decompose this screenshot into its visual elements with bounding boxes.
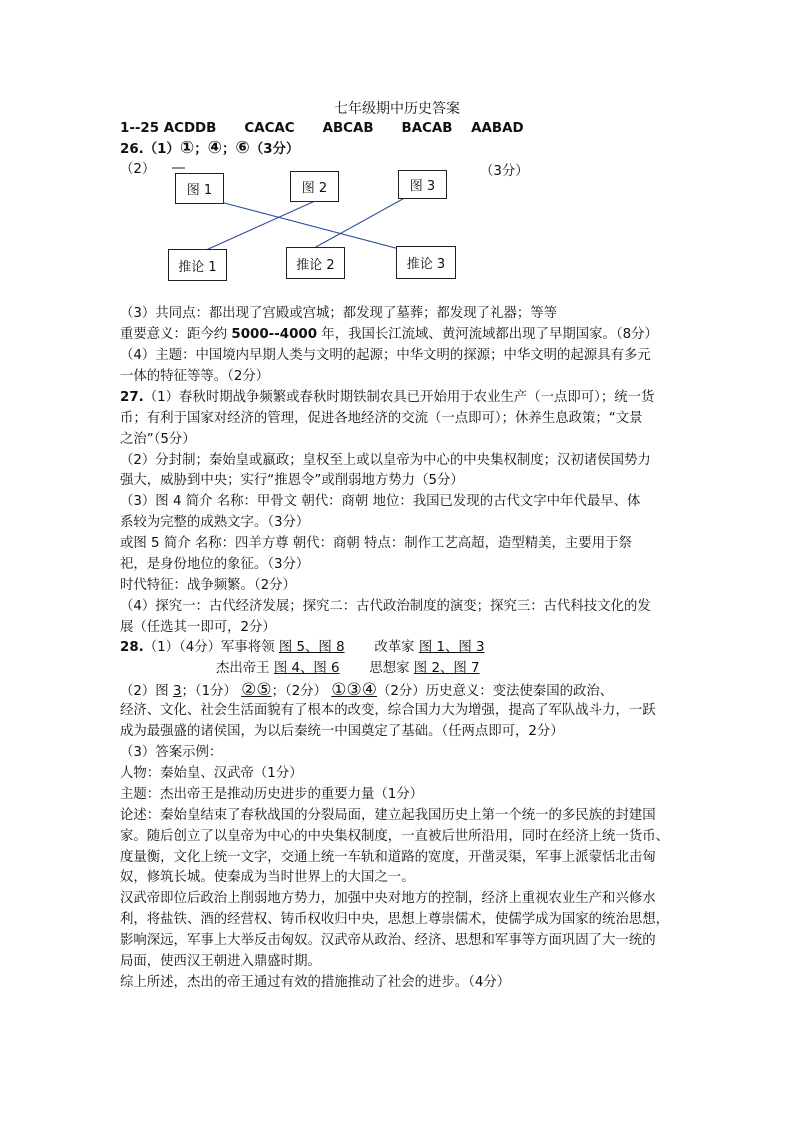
q28-line15: 影响深远，军事上大举反击匈奴。汉武帝从政治、经济、思想和军事等方面巩固了大一统的 <box>120 933 656 948</box>
mc-group-5: AABAD <box>471 121 524 136</box>
q26-p3-text-pre: 重要意义：距今约 <box>120 327 232 342</box>
q28-line5: 成为最强盛的诸侯国，为以后秦统一中国奠定了基础。（任两点即可，2分） <box>120 724 564 739</box>
q28-p2-score-1: ；（1分） <box>181 684 242 699</box>
q27-line7: 系较为完整的成熟文字。（3分） <box>120 515 310 530</box>
q27-line3: 之治”（5分） <box>120 432 196 447</box>
q27-line8: 或图 5 简介 名称：四羊方尊 朝代：商朝 特点：制作工艺高超，造型精美，主要用于祭 <box>120 536 632 551</box>
q28-number: 28. <box>120 640 144 655</box>
figure-box-2-label: 图 2 <box>301 181 328 196</box>
q28-p2-significance: （2分）历史意义：变法使秦国的政治、 <box>376 684 614 699</box>
q26-p1-prefix: 26.（1） <box>120 142 180 157</box>
inference-box-1 <box>168 249 227 281</box>
q28-line7: 人物：秦始皇、汉武帝（1分） <box>120 766 303 781</box>
q28-line4: 经济、文化、社会生活面貌有了根本的改变，综合国力大为增强，提高了军队战斗力，一跃 <box>120 703 656 718</box>
q26-part2-prefix: （2） <box>120 162 156 177</box>
inference-box-3-label: 推论 3 <box>406 257 446 272</box>
q28-line9: 论述：秦始皇结束了春秋战国的分裂局面，建立起我国历史上第一个统一的多民族的封建国 <box>120 808 656 823</box>
figure-box-3-label: 图 3 <box>409 179 436 194</box>
q26-part4-line1: （4）主题：中国境内早期人类与文明的起源；中华文明的探源；中华文明的起源具有多元 <box>120 348 651 363</box>
q28-emperor-label: 杰出帝王 <box>216 661 274 676</box>
q28-p2-figure: 3 <box>172 684 182 699</box>
q26-p1-answer-2: ④ <box>207 138 223 158</box>
q26-p3-text-post: 年，我国长江流域、黄河流域都出现了早期国家。（8分） <box>317 327 658 342</box>
mc-group-1: ACDDB <box>163 121 217 136</box>
q27-line2: 币；有利于国家对经济的管理，促进各地经济的交流（一点即可）；休养生息政策；“文景 <box>120 411 643 426</box>
q28-line11: 度量衡，文化上统一文字，交通上统一车轨和道路的宽度，开凿灵渠，军事上派蒙恬北击匈 <box>120 850 656 865</box>
q27-line6: （3）图 4 简介 名称：甲骨文 朝代：商朝 地位：我国已发现的古代文字中年代最早、体 <box>120 494 641 509</box>
q27-line10: 时代特征：战争频繁。（2分） <box>120 578 296 593</box>
q28-line16: 局面，使西汉王朝进入鼎盛时期。 <box>120 954 321 969</box>
mc-range: 1--25 <box>120 121 160 136</box>
q27-line5: 强大，威胁到中央；实行“推恩令”或削弱地方势力（5分） <box>120 473 464 488</box>
mc-group-3: ABCAB <box>322 121 374 136</box>
q28-thinker-label: 思想家 <box>369 661 414 676</box>
q26-part3-significance <box>120 325 658 345</box>
inference-box-2-label: 推论 2 <box>296 257 335 273</box>
figure-box-1 <box>175 173 224 204</box>
figure-box-3 <box>398 170 447 199</box>
q27-line9: 祀，是身份地位的象征。（3分） <box>120 557 310 572</box>
mc-answers <box>120 119 524 139</box>
figure-box-1-label: 图 1 <box>186 183 213 198</box>
q28-line17: 综上所述，杰出的帝王通过有效的措施推动了社会的进步。（4分） <box>120 975 511 990</box>
link-fig3-to-inference2 <box>305 195 410 253</box>
q26-p1-answer-3: ⑥ <box>235 138 250 158</box>
q28-military-answer: 图 5、图 8 <box>278 640 345 655</box>
q28-line12: 奴，修筑长城。使秦成为当时世界上的大国之一。 <box>120 870 415 885</box>
q28-emperor-answer: 图 4、图 6 <box>273 661 340 676</box>
q26-p2-score: （3分） <box>480 164 529 179</box>
inference-box-3 <box>396 246 456 279</box>
q27-number: 27. <box>120 390 144 405</box>
q28-reformer-answer: 图 1、图 3 <box>418 640 485 655</box>
q26-p1-score: （3分） <box>249 142 300 157</box>
mc-group-4: BACAB <box>401 121 453 136</box>
q27-line1-text: （1）春秋时期战争频繁或春秋时期铁制农具已开始用于农业生产（一点即可）；统一货 <box>143 390 655 405</box>
mc-group-2: CACAC <box>244 121 295 136</box>
page-title: 七年级期中历史答案 <box>334 101 460 117</box>
q28-p2-answer-b: ②⑤ <box>241 680 272 700</box>
q28-line14: 利，将盐铁、酒的经营权、铸币权收归中央，思想上尊崇儒术，使儒学成为国家的统治思想， <box>120 912 670 927</box>
q28-line8: 主题：杰出帝王是推动历史进步的重要力量（1分） <box>120 787 424 802</box>
q28-line2 <box>216 659 480 679</box>
figure-box-2 <box>290 171 339 202</box>
q28-p2-prefix: （2）图 <box>120 684 173 699</box>
q28-line3 <box>120 680 613 702</box>
q28-line10: 家。随后创立了以皇帝为中心的中央集权制度，一直被后世所沿用，同时在经济上统一货币、 <box>120 829 670 844</box>
matching-diagram <box>120 160 680 290</box>
q28-military-label: （1）（4分）军事将领 <box>143 640 279 655</box>
q26-part1: 26.（1）①；④；⑥（3分） <box>120 138 300 158</box>
q28-line13: 汉武帝即位后政治上削弱地方势力，加强中央对地方的控制，经济上重视农业生产和兴修水 <box>120 891 656 906</box>
inference-box-2 <box>286 247 345 279</box>
q27-line12: 展（任选其一即可，2分） <box>120 620 276 635</box>
inference-box-1-label: 推论 1 <box>178 259 217 275</box>
q26-p3-years: 5000--4000 <box>231 327 318 342</box>
q26-part3-common: （3）共同点：都出现了宫殿或宫城；都发现了墓葬；都发现了礼器；等等 <box>120 306 558 321</box>
q28-reformer-label: 改革家 <box>374 640 419 655</box>
q27-line1 <box>120 388 654 408</box>
q28-line6: （3）答案示例： <box>120 745 223 760</box>
q28-p2-score-2: ；（2分） <box>271 684 332 699</box>
q26-part4-line2: 一体的特征等等。（2分） <box>120 369 270 384</box>
q28-thinker-answer: 图 2、图 7 <box>413 661 480 676</box>
q27-line11: （4）探究一：古代经济发展；探究二：古代政治制度的演变；探究三：古代科技文化的发 <box>120 599 651 614</box>
q26-p1-answer-1: ① <box>179 138 195 158</box>
q28-line1 <box>120 638 485 658</box>
q28-p2-answer-d: ①③④ <box>331 680 377 700</box>
q27-line4: （2）分封制；秦始皇或嬴政；皇权至上或以皇帝为中心的中央集权制度；汉初诸侯国势力 <box>120 453 651 468</box>
